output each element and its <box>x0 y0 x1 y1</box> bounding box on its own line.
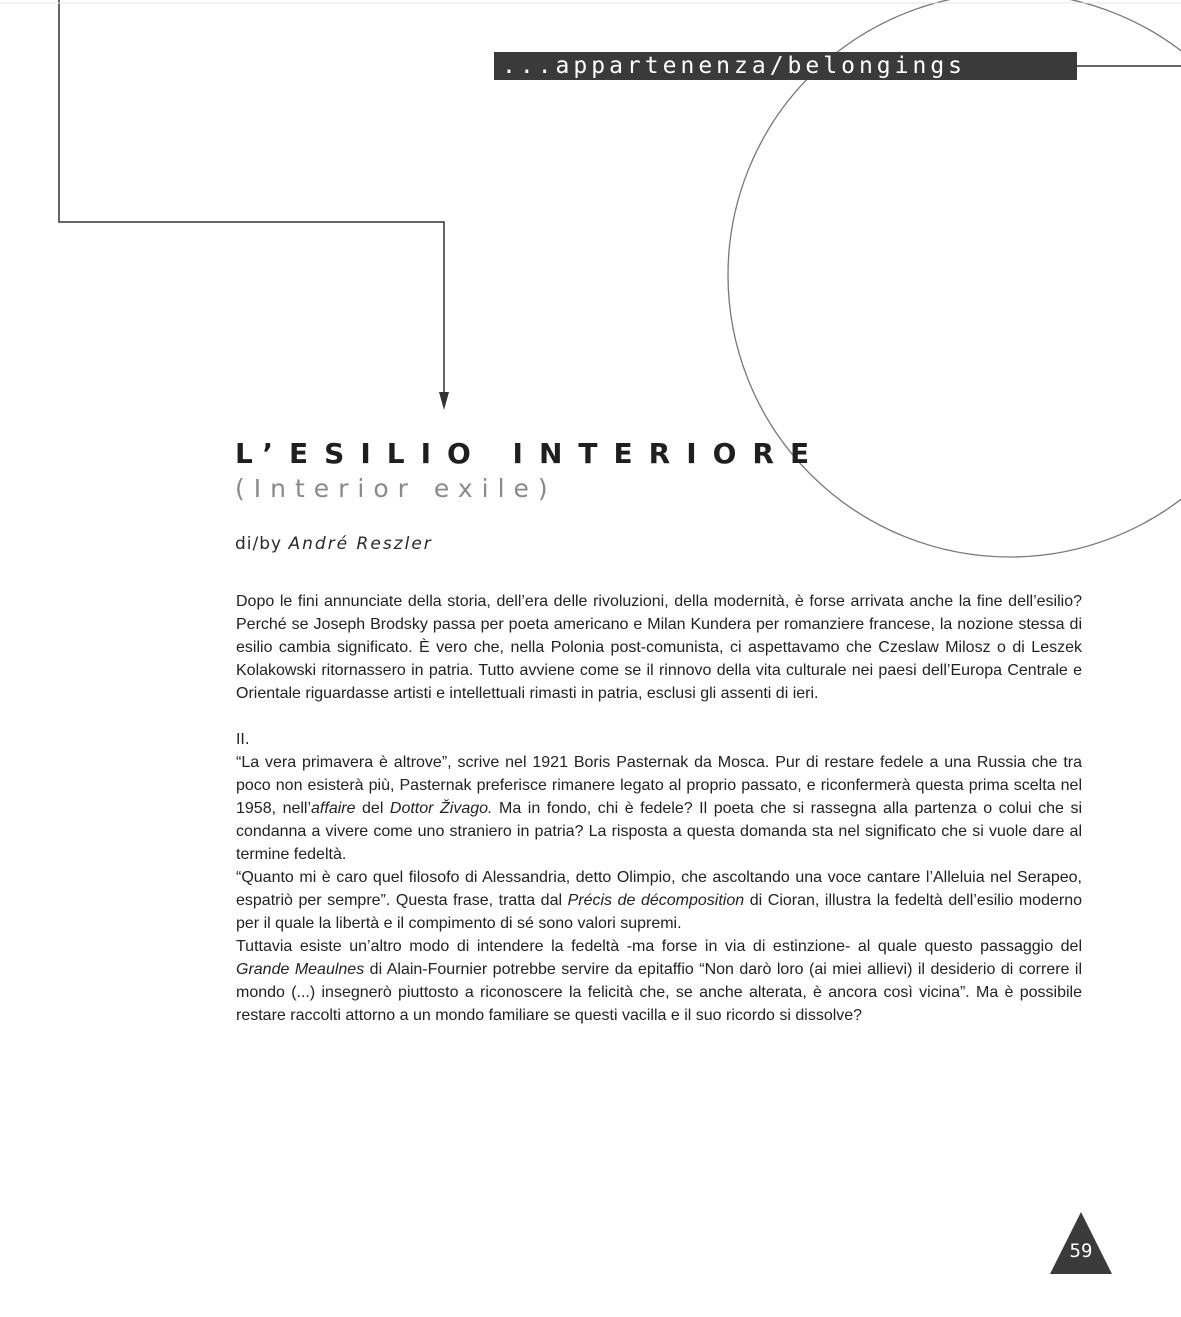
paragraph-3-italic-title: Précis de décomposition <box>567 892 745 909</box>
section-numeral: II. <box>236 730 250 748</box>
paragraph-2-text-e: Ma in fondo, chi è fedele? Il poeta che si rassegna alla partenza o colui che si condanna a vivere come uno straniero in patria? La risposta a questa domanda sta nel significato che si vuole dare al termine fedeltà. <box>236 800 1082 863</box>
paragraph-3-text-a: “Quanto mi è caro quel filosofo di Alessandria, detto Olimpio, che ascoltando una voce cantare l’Alleluia nel Serapeo, espatriò per sempre”. Questa frase, tratta dal <box>236 869 1082 909</box>
article-title: L’ESILIO INTERIORE <box>235 437 826 470</box>
page-number-badge <box>1050 1212 1112 1274</box>
paragraph-2-italic-affaire: affaire <box>311 800 356 817</box>
decorative-circle <box>728 0 1181 557</box>
paragraph-2-text-a: “La vera primavera è altrove”, scrive nel 1921 Boris Pasternak da Mosca. Pur di restare fedele a una Russia che tra poco non esisterà più, Pasternak preferisce rimanere legato al proprio passato, e riconfermerà questa prima scelta nel 1958, nell’ <box>236 754 1082 817</box>
section-banner: ...appartenenza/belongings <box>494 52 1077 80</box>
paragraph-3 <box>236 866 1082 935</box>
article-body <box>236 590 1082 1027</box>
byline <box>235 534 433 554</box>
author-name: André Reszler <box>288 534 433 554</box>
article-subtitle: (Interior exile) <box>235 474 557 503</box>
arrow-down-icon <box>439 392 449 410</box>
page-number: 59 <box>1069 1240 1093 1262</box>
paragraph-4 <box>236 935 1082 1027</box>
paragraph-4-text-c: di Alain-Fournier potrebbe servire da epitaffio “Non darò loro (ai miei allievi) il desiderio di correre il mondo (...) insegnerò piuttosto a riconoscere la felicità che, se anche alterata, è ancora così vicina”. Ma è possibile restare raccolti attorno a un mondo familiare se questi vacilla e il suo ricordo si dissolve? <box>236 961 1083 1024</box>
paragraph-1: Dopo le fini annunciate della storia, dell’era delle rivoluzioni, della modernità, è forse arrivata anche la fine dell’esilio? Perché se Joseph Brodsky passa per poeta americano e Milan Kundera per romanziere francese, la nozione stessa di esilio cambia significato. È vero che, nella Polonia post-comunista, ci aspettavamo che Czeslaw Milosz o di Leszek Kolakowski ritornassero in patria. Tutto avviene come se il rinnovo della vita culturale nei paesi dell’Europa Centrale e Orientale riguardasse artisti e intellettuali rimasti in patria, esclusi gli assenti di ieri. <box>236 593 1082 702</box>
paragraph-2-italic-title: Dottor Živago. <box>389 800 493 817</box>
paragraph-4-italic-title: Grande Meaulnes <box>236 961 365 978</box>
paragraph-4-text-a: Tuttavia esiste un’altro modo di intendere la fedeltà -ma forse in via di estinzione- al quale questo passaggio del <box>236 938 1082 955</box>
paragraph-2 <box>236 751 1082 866</box>
byline-prefix: di/by <box>235 534 289 554</box>
paragraph-2-text-c: del <box>355 800 390 817</box>
paragraph-3-text-c: di Cioran, illustra la fedeltà dell’esilio moderno per il quale la libertà e il compimento di sé sono valori supremi. <box>236 892 1083 932</box>
connector-line <box>59 0 444 395</box>
